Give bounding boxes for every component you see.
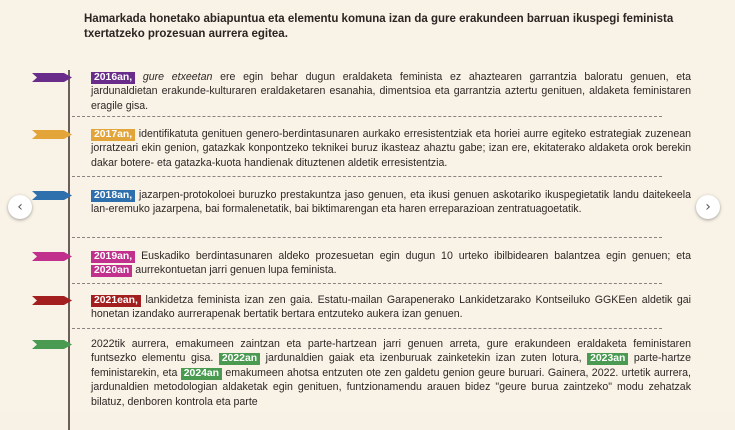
entry-text-2022: 2022tik aurrera, emakumeen zaintzan eta parte-hartzean jarri genuen arreta, gure erakundeen eraldaketa feministaren funtsezko elementu gisa. 2022an jardunaldien gaiak eta izenburuak zainketekin izan zuten lotura, 2023an parte-hartze feministarekin, eta 2024an emakumeen ahotsa entzuten ote zen galdetu genion geure buruari. Gainera, 2022. urtetik aurrera, jardunaldien metodologian aldaketak egin genituen, funtzionamendu arauen bidez "geure burua zaintzeko" modu zehatzak bilatuz, denboren kontrola eta parte <box>91 338 691 408</box>
separator <box>72 328 662 329</box>
entry-text-2018: 2018an, jazarpen-protokoloei buruzko prestakuntza jaso genuen, eta ikusi genuen askotariko ikuspegietatik landu daitekeela lan-eremuko jazarpena, bai formalenetatik, bai biktimarengan eta haren erreparazioan zentratuagoetatik. <box>91 189 691 216</box>
year-badge-2020: 2020an <box>91 265 132 277</box>
year-badge-2023: 2023an <box>587 353 628 365</box>
separator <box>72 237 662 238</box>
timeline-line <box>68 70 70 430</box>
separator <box>72 283 662 284</box>
entry-text-2017: 2017an, identifikatuta genituen genero-berdintasunaren aurkako erresistentziak eta horiei aurre egiteko estrategiak zuzenean jorratzeari ekin genion, gatazkak konpontzeko teknikei buruz ikasteaz ahaztu gabe; izan ere, ekitaterako aldaketa orok berekin dakar botere- eta gatazka-kuota handienak dituztenen aldetik erresistentzia. <box>91 128 691 169</box>
year-badge-2016: 2016an, <box>91 72 135 84</box>
arrow-marker-2017 <box>32 130 72 139</box>
chevron-right-icon: › <box>705 199 711 215</box>
next-slide-button[interactable] <box>696 195 720 219</box>
entry-text-2016: 2016an, gure etxeetan ere egin behar dugun eraldaketa feminista ez ahaztearen garrantzia baloratu genuen, eta jardunaldietan erakunde-kulturaren eraldaketaren esanahia, dimentsioa eta garrantzia aztertu genituen, aldaketa feministaren eragile gisa. <box>91 71 692 112</box>
intro-paragraph: Hamarkada honetako abiapuntua eta elementu komuna izan da gure erakundeen barruan ikuspegi feminista txertatzeko prozesuan aurrera egitea. <box>84 13 674 40</box>
year-badge-2018: 2018an, <box>91 190 135 202</box>
year-badge-2019: 2019an, <box>91 251 135 263</box>
arrow-marker-2022 <box>32 340 72 349</box>
entry-text-2019: 2019an, Euskadiko berdintasunaren aldeko prozesuetan egin dugun 10 urteko ibilbidearen balantzea egin genuen; eta 2020an aurrekontuetan jarri genuen lupa feminista. <box>91 249 691 278</box>
arrow-marker-2016 <box>32 73 72 82</box>
year-badge-2017: 2017an, <box>91 129 135 141</box>
arrow-marker-2019 <box>32 252 72 261</box>
arrow-marker-2021 <box>32 296 72 305</box>
separator <box>72 176 662 177</box>
previous-slide-button[interactable] <box>8 195 32 219</box>
chevron-left-icon: ‹ <box>17 199 23 215</box>
year-badge-2021: 2021ean, <box>91 295 141 307</box>
year-badge-2024: 2024an <box>181 368 222 380</box>
year-badge-2022: 2022an <box>219 353 260 365</box>
entry-text-2021: 2021ean, lankidetza feminista izan zen gaia. Estatu-mailan Garapenerako Lankidetzarako Kontseiluko GGKEen aldetik gai honetan izandako aurrerapenak bertatik bertara entzuteko aukera izan genuen. <box>91 294 691 321</box>
arrow-marker-2018 <box>32 191 72 200</box>
separator <box>72 116 662 117</box>
